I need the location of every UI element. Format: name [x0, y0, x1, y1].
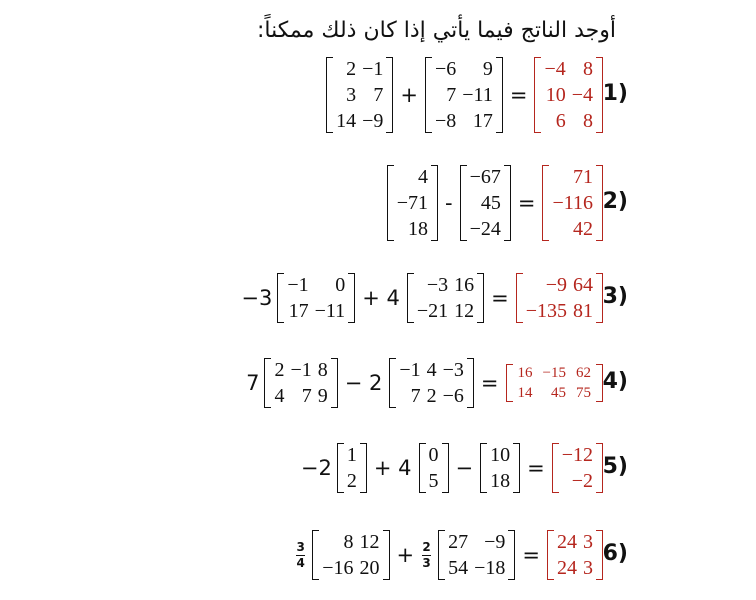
matrix-entry: −1: [290, 359, 312, 381]
problem-expression: [237, 253, 606, 343]
matrix-entry: 27: [448, 531, 469, 553]
matrix-entry: 7: [446, 84, 457, 106]
matrix-entry: 20: [359, 557, 380, 579]
matrix-entry: −12: [561, 444, 593, 466]
scalar-coefficient: −3: [241, 286, 273, 310]
fraction-numerator: 2: [422, 539, 431, 554]
operator: +: [396, 543, 415, 567]
matrix-entry: 45: [551, 385, 566, 401]
matrix-entry: 45: [480, 192, 501, 214]
matrix-entry: 7: [373, 84, 384, 106]
matrix-entry: −4: [544, 58, 566, 80]
matrix-entry: 14: [336, 110, 357, 132]
matrix-entry: 7: [410, 385, 421, 407]
worksheet-heading: أوجد الناتج فيما يأتي إذا كان ذلك ممكناً:: [257, 18, 616, 43]
matrix: [438, 529, 515, 581]
matrix-entry: 12: [454, 300, 475, 322]
operator: − 2: [344, 371, 383, 395]
matrix-entry: 2: [426, 385, 437, 407]
matrix-entry: 54: [448, 557, 469, 579]
matrix-entry: 17: [472, 110, 493, 132]
matrix-entry: −11: [314, 300, 346, 322]
matrix-entry: −71: [396, 192, 428, 214]
matrix-entry: 7: [301, 385, 312, 407]
matrix-entry: 12: [359, 531, 380, 553]
matrix-entry: 0: [428, 444, 439, 466]
problem-expression: [292, 510, 606, 600]
matrix-entry: 10: [490, 444, 511, 466]
scalar-coefficient: 7: [246, 371, 260, 395]
matrix-entry: 17: [288, 300, 309, 322]
matrix-entry: −9: [362, 110, 384, 132]
matrix-entry: 18: [407, 218, 428, 240]
fraction-numerator: 3: [296, 539, 305, 554]
matrix-entry: 5: [428, 470, 439, 492]
operator: =: [517, 191, 536, 215]
matrix-entry: 8: [317, 359, 328, 381]
matrix-entry: 3: [583, 557, 593, 579]
matrix-entry: −135: [525, 300, 567, 322]
problem-expression: [323, 50, 606, 140]
matrix-entry: −24: [469, 218, 501, 240]
matrix: [389, 357, 474, 409]
matrix-entry: 62: [576, 365, 591, 381]
matrix: [337, 442, 367, 494]
matrix-entry: 81: [573, 300, 593, 322]
matrix-entry: −21: [416, 300, 449, 322]
matrix-entry: 2: [274, 359, 285, 381]
operator: −: [455, 456, 474, 480]
matrix: [460, 164, 511, 242]
matrix: [264, 357, 337, 409]
problem-number: 1): [602, 81, 628, 106]
matrix-entry: −6: [435, 58, 457, 80]
matrix-entry: −67: [469, 166, 501, 188]
matrix-entry: 9: [482, 58, 493, 80]
problem-number: 4): [602, 369, 628, 394]
matrix-entry: 9: [317, 385, 328, 407]
matrix-entry: 24: [557, 557, 577, 579]
matrix-entry: −2: [571, 470, 593, 492]
matrix-entry: 75: [576, 385, 591, 401]
matrix-entry: −8: [435, 110, 457, 132]
matrix-entry: 8: [583, 110, 593, 132]
matrix-entry: −6: [442, 385, 464, 407]
operator: =: [491, 286, 509, 310]
fraction-denominator: 3: [422, 555, 431, 570]
matrix-entry: 4: [274, 385, 285, 407]
matrix-entry: −16: [322, 557, 354, 579]
matrix-entry: 0: [335, 274, 346, 296]
operator: =: [522, 543, 540, 567]
matrix-entry: 10: [545, 84, 566, 106]
matrix: [419, 442, 449, 494]
problem-expression: [297, 423, 606, 513]
matrix-entry: −1: [362, 58, 384, 80]
fraction-coefficient: [422, 541, 431, 570]
problem-number: 6): [602, 541, 628, 566]
matrix: [425, 56, 503, 134]
problem-number: 3): [602, 284, 628, 309]
matrix-entry: 16: [517, 365, 533, 381]
operator: + 4: [373, 456, 412, 480]
problem-expression: [384, 158, 606, 248]
matrix-entry: 6: [555, 110, 566, 132]
matrix: [387, 164, 438, 242]
matrix-entry: 4: [426, 359, 437, 381]
matrix: [407, 272, 484, 324]
matrix-entry: 18: [490, 470, 511, 492]
matrix-entry: −9: [545, 274, 567, 296]
matrix: [312, 529, 389, 581]
matrix: [326, 56, 393, 134]
operator: +: [400, 83, 418, 107]
operator: =: [527, 456, 545, 480]
matrix-entry: 4: [417, 166, 428, 188]
matrix-entry: 16: [454, 274, 475, 296]
matrix-entry: 3: [583, 531, 593, 553]
matrix-entry: 64: [573, 274, 593, 296]
matrix-entry: 42: [573, 218, 593, 240]
matrix-entry: 24: [557, 531, 577, 553]
matrix-entry: −3: [426, 274, 449, 296]
matrix-entry: −1: [399, 359, 421, 381]
matrix-entry: 2: [346, 58, 357, 80]
operator: =: [509, 83, 528, 107]
matrix-entry: 1: [346, 444, 357, 466]
matrix-entry: −116: [552, 192, 593, 214]
matrix: [480, 442, 520, 494]
matrix-entry: −18: [474, 557, 506, 579]
matrix-entry: 71: [573, 166, 593, 188]
operator: + 4: [362, 286, 400, 310]
matrix-entry: 2: [346, 470, 357, 492]
matrix-entry: −11: [462, 84, 493, 106]
matrix-entry: −1: [287, 274, 309, 296]
matrix: [277, 272, 355, 324]
matrix-entry: −15: [542, 365, 566, 381]
scalar-coefficient: −2: [300, 456, 332, 480]
operator: =: [480, 371, 499, 395]
matrix-entry: 3: [346, 84, 357, 106]
matrix-entry: −4: [571, 84, 593, 106]
matrix-entry: 8: [583, 58, 593, 80]
problem-expression: [242, 338, 606, 428]
fraction-coefficient: [296, 541, 305, 570]
matrix-entry: −3: [442, 359, 464, 381]
matrix-entry: 8: [343, 531, 354, 553]
problem-number: 5): [602, 454, 628, 479]
fraction-denominator: 4: [296, 555, 305, 570]
matrix-entry: 14: [517, 385, 533, 401]
matrix-entry: −9: [484, 531, 506, 553]
operator: -: [444, 191, 453, 215]
problem-number: 2): [602, 189, 628, 214]
